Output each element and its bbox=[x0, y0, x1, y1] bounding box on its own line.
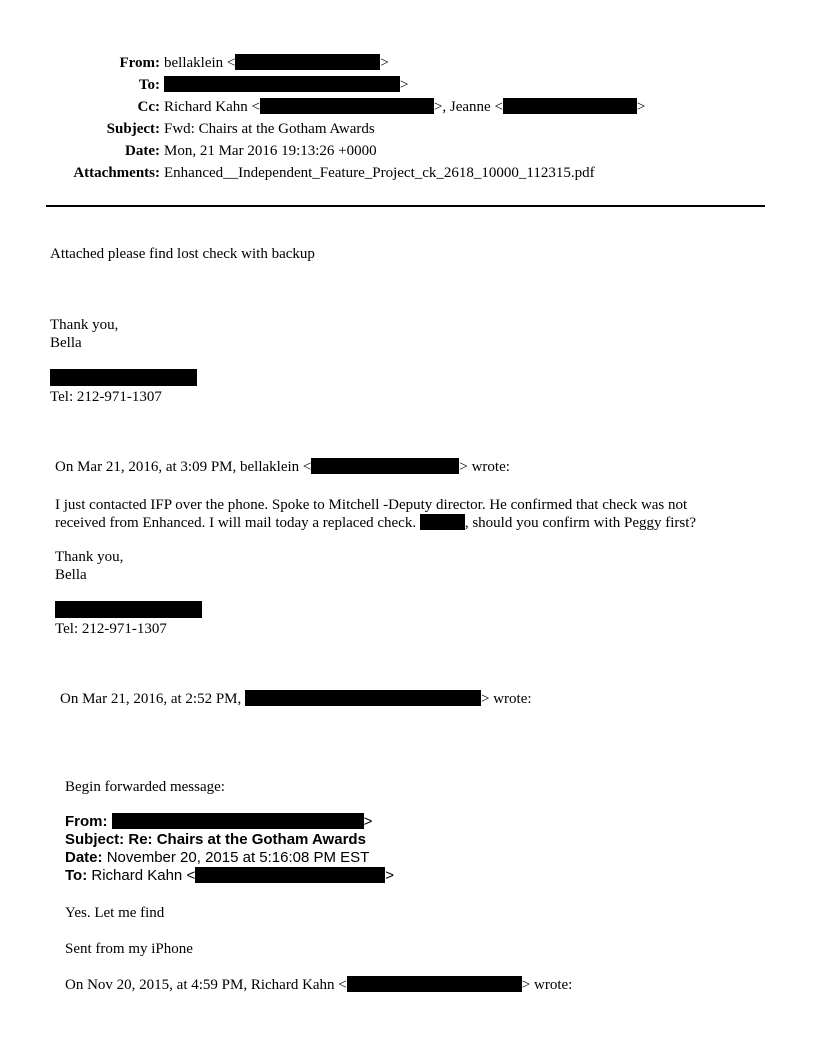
cc-middle: >, Jeanne < bbox=[433, 99, 503, 115]
redaction-box bbox=[50, 369, 197, 386]
redaction-box bbox=[112, 813, 364, 829]
redaction-box bbox=[311, 458, 459, 474]
redaction-box bbox=[55, 601, 202, 618]
cc-prefix: Richard Kahn < bbox=[164, 99, 260, 115]
redaction-box bbox=[260, 98, 434, 114]
redaction-box bbox=[347, 976, 522, 992]
forwarded-date-row: Date: November 20, 2015 at 5:16:08 PM EST bbox=[65, 849, 370, 866]
cc-suffix: > bbox=[636, 99, 646, 115]
forwarded-from-row: From: > bbox=[65, 813, 373, 830]
date-value: Mon, 21 Mar 2016 19:13:26 +0000 bbox=[164, 143, 377, 159]
forwarded-to-row: To: Richard Kahn < > bbox=[65, 867, 394, 884]
to-label: To: bbox=[138, 77, 160, 93]
attachment-filename: Enhanced__Independent_Feature_Project_ck_2618_10000_112315.pdf bbox=[164, 165, 595, 181]
header-divider bbox=[46, 205, 765, 207]
subject-label: Subject: bbox=[106, 121, 160, 137]
sender-name: Bella bbox=[50, 335, 82, 351]
cc-label: Cc: bbox=[137, 99, 160, 115]
redaction-box bbox=[245, 690, 481, 706]
forward-note: Begin forwarded message: bbox=[65, 779, 225, 795]
message-body: Attached please find lost check with backup bbox=[50, 246, 315, 262]
reply-text: Yes. Let me find bbox=[65, 905, 165, 921]
signoff: Thank you, bbox=[50, 317, 119, 333]
subject-value: Fwd: Chairs at the Gotham Awards bbox=[164, 121, 375, 137]
from-suffix: > bbox=[380, 55, 389, 71]
quote-intro: On Mar 21, 2016, at 3:09 PM, bellaklein < > wrote: bbox=[55, 459, 510, 475]
quote-intro: On Mar 21, 2016, at 2:52 PM, > wrote: bbox=[60, 691, 532, 707]
from-prefix: bellaklein < bbox=[164, 55, 236, 71]
to-suffix: > bbox=[400, 77, 409, 93]
redaction-box bbox=[195, 867, 385, 883]
date-label: Date: bbox=[125, 143, 160, 159]
signoff: Thank you, bbox=[55, 549, 124, 565]
redaction-box bbox=[420, 514, 465, 530]
redaction-box bbox=[503, 98, 637, 114]
telephone: Tel: 212-971-1307 bbox=[50, 389, 162, 405]
quote-body-line-2: received from Enhanced. I will mail today a replaced check. , should you confirm with Peggy first? bbox=[55, 515, 697, 531]
mobile-signature: Sent from my iPhone bbox=[65, 941, 193, 957]
attachments-label: Attachments: bbox=[73, 165, 160, 181]
telephone: Tel: 212-971-1307 bbox=[55, 621, 167, 637]
sender-name: Bella bbox=[55, 567, 87, 583]
quote-body-line-1: I just contacted IFP over the phone. Spoke to Mitchell -Deputy director. He confirmed that check was not bbox=[55, 497, 688, 513]
from-label: From: bbox=[119, 55, 160, 71]
redaction-box bbox=[235, 54, 380, 70]
redaction-box bbox=[164, 76, 400, 92]
quote-intro: On Nov 20, 2015, at 4:59 PM, Richard Kahn < > wrote: bbox=[65, 977, 573, 993]
forwarded-subject-row: Subject: Re: Chairs at the Gotham Awards bbox=[65, 831, 366, 848]
